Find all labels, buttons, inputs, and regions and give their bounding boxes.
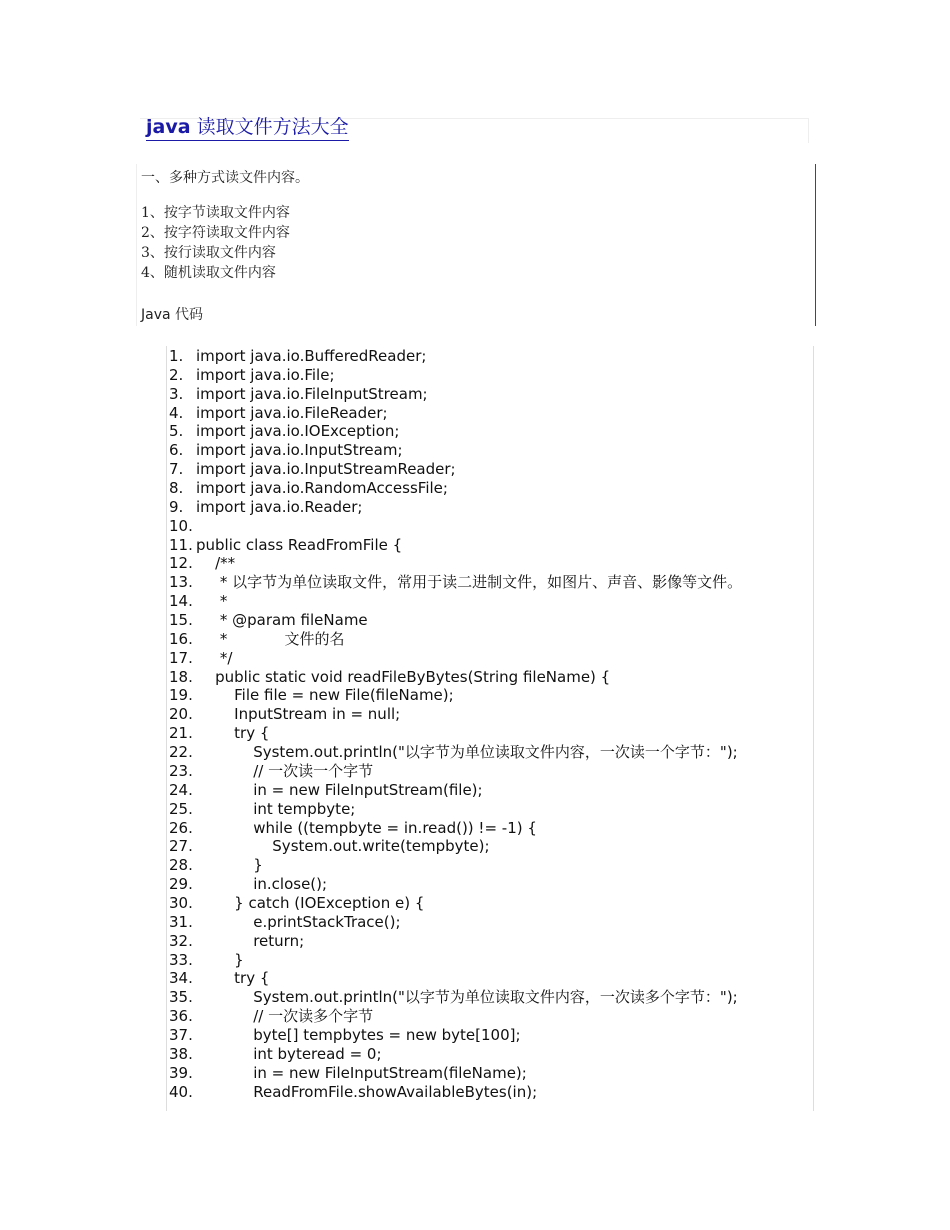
line-number: 38.	[169, 1044, 193, 1063]
code-line	[167, 1064, 813, 1083]
code-text: * 文件的名	[196, 629, 345, 648]
code-text: int tempbyte;	[196, 799, 356, 818]
code-text: import java.io.FileReader;	[196, 403, 388, 422]
code-text: e.printStackTrace();	[196, 912, 401, 931]
line-number: 17.	[169, 648, 193, 667]
code-text: } catch (IOException e) {	[196, 893, 425, 912]
line-number: 18.	[169, 667, 193, 686]
line-number: 31.	[169, 912, 193, 931]
code-text: * @param fileName	[196, 611, 368, 630]
line-number: 4.	[169, 403, 184, 422]
intro-item-3: 3、按行读取文件内容	[141, 245, 276, 261]
line-number: 32.	[169, 931, 193, 950]
line-number: 24.	[169, 780, 193, 799]
code-text: try {	[196, 969, 270, 988]
code-text: in = new FileInputStream(fileName);	[196, 1063, 527, 1082]
line-number: 28.	[169, 856, 193, 875]
code-line	[167, 894, 813, 913]
line-number: 13.	[169, 573, 193, 592]
code-line	[167, 422, 813, 441]
line-number: 1.	[169, 347, 184, 365]
code-line	[167, 1026, 813, 1045]
line-number: 20.	[169, 705, 193, 724]
code-line	[167, 649, 813, 668]
code-line	[167, 819, 813, 838]
line-number: 27.	[169, 837, 193, 856]
code-text: byte[] tempbytes = new byte[100];	[196, 1025, 521, 1044]
code-line	[167, 988, 813, 1007]
code-line	[167, 668, 813, 687]
code-line	[167, 913, 813, 932]
line-number: 7.	[169, 460, 184, 479]
code-line	[167, 460, 813, 479]
intro-item-4: 4、随机读取文件内容	[141, 265, 276, 281]
code-text: import java.io.InputStreamReader;	[196, 460, 456, 479]
code-text: File file = new File(fileName);	[196, 686, 454, 705]
line-number: 23.	[169, 761, 193, 780]
code-text: // 一次读一个字节	[196, 761, 374, 780]
intro-item-1: 1、按字节读取文件内容	[141, 205, 290, 221]
line-number: 25.	[169, 799, 193, 818]
code-line	[167, 856, 813, 875]
code-line	[167, 630, 813, 649]
code-line	[167, 686, 813, 705]
line-number: 15.	[169, 611, 193, 630]
code-line	[167, 762, 813, 781]
code-line	[167, 969, 813, 988]
code-text: }	[196, 856, 263, 875]
code-text: }	[196, 950, 244, 969]
code-line	[167, 781, 813, 800]
line-number: 22.	[169, 743, 193, 762]
line-number: 14.	[169, 592, 193, 611]
code-line	[167, 592, 813, 611]
line-number: 6.	[169, 441, 184, 460]
line-number: 40.	[169, 1082, 193, 1101]
code-line	[167, 875, 813, 894]
code-line	[167, 743, 813, 762]
line-number: 16.	[169, 629, 193, 648]
code-line	[167, 517, 813, 536]
code-block	[166, 346, 814, 1111]
code-text: System.out.println("以字节为单位读取文件内容，一次读一个字节：");	[196, 743, 738, 762]
code-text: ReadFromFile.showAvailableBytes(in);	[196, 1082, 538, 1101]
intro-heading: 一、多种方式读文件内容。	[141, 170, 309, 186]
line-number: 3.	[169, 384, 184, 403]
code-text: import java.io.Reader;	[196, 497, 363, 516]
line-number: 36.	[169, 1007, 193, 1026]
code-text: import java.io.IOException;	[196, 422, 400, 441]
code-text: System.out.println("以字节为单位读取文件内容，一次读多个字节：");	[196, 988, 738, 1007]
code-text: /**	[196, 554, 236, 573]
code-line	[167, 1045, 813, 1064]
code-label: Java 代码	[141, 307, 204, 323]
line-number: 21.	[169, 724, 193, 743]
code-line	[167, 385, 813, 404]
line-number: 26.	[169, 818, 193, 837]
code-text: import java.io.FileInputStream;	[196, 384, 428, 403]
intro-item-2: 2、按字符读取文件内容	[141, 225, 290, 241]
code-line	[167, 366, 813, 385]
code-text: *	[196, 592, 228, 611]
code-text: * 以字节为单位读取文件，常用于读二进制文件，如图片、声音、影像等文件。	[196, 573, 743, 592]
line-number: 29.	[169, 875, 193, 894]
line-number: 10.	[169, 516, 193, 535]
line-number: 35.	[169, 988, 193, 1007]
code-text: import java.io.File;	[196, 365, 335, 384]
code-text: public static void readFileByBytes(String fileName) {	[196, 667, 611, 686]
code-line	[167, 573, 813, 592]
line-number: 12.	[169, 554, 193, 573]
code-line	[167, 347, 813, 366]
line-number: 33.	[169, 950, 193, 969]
line-number: 5.	[169, 422, 184, 441]
code-line	[167, 441, 813, 460]
code-text: import java.io.RandomAccessFile;	[196, 479, 448, 498]
code-text: import java.io.BufferedReader;	[196, 347, 427, 365]
line-number: 8.	[169, 479, 184, 498]
code-line	[167, 404, 813, 423]
code-line	[167, 611, 813, 630]
code-line	[167, 1083, 813, 1102]
code-text: System.out.write(tempbyte);	[196, 837, 490, 856]
line-number: 34.	[169, 969, 193, 988]
code-text: */	[196, 648, 233, 667]
code-text: return;	[196, 931, 305, 950]
code-text: try {	[196, 724, 270, 743]
code-text: InputStream in = null;	[196, 705, 401, 724]
code-line	[167, 705, 813, 724]
code-line	[167, 932, 813, 951]
code-line	[167, 837, 813, 856]
intro-section	[136, 164, 816, 326]
line-number: 19.	[169, 686, 193, 705]
code-line	[167, 479, 813, 498]
code-line	[167, 724, 813, 743]
document-title-link[interactable]	[146, 114, 349, 141]
line-number: 2.	[169, 365, 184, 384]
line-number: 11.	[169, 535, 193, 554]
code-text: // 一次读多个字节	[196, 1007, 374, 1026]
code-text: public class ReadFromFile {	[196, 535, 403, 554]
code-line	[167, 536, 813, 555]
code-text: in = new FileInputStream(file);	[196, 780, 483, 799]
title-text: 读取文件方法大全	[190, 116, 349, 138]
title-java: java	[146, 116, 191, 138]
code-line	[167, 498, 813, 517]
line-number: 39.	[169, 1063, 193, 1082]
code-line	[167, 554, 813, 573]
code-line	[167, 800, 813, 819]
code-line	[167, 951, 813, 970]
code-text: int byteread = 0;	[196, 1044, 382, 1063]
line-number: 9.	[169, 497, 184, 516]
line-number: 30.	[169, 893, 193, 912]
code-text: while ((tempbyte = in.read()) != -1) {	[196, 818, 537, 837]
code-text: in.close();	[196, 875, 328, 894]
code-line	[167, 1007, 813, 1026]
code-text: import java.io.InputStream;	[196, 441, 403, 460]
line-number: 37.	[169, 1025, 193, 1044]
